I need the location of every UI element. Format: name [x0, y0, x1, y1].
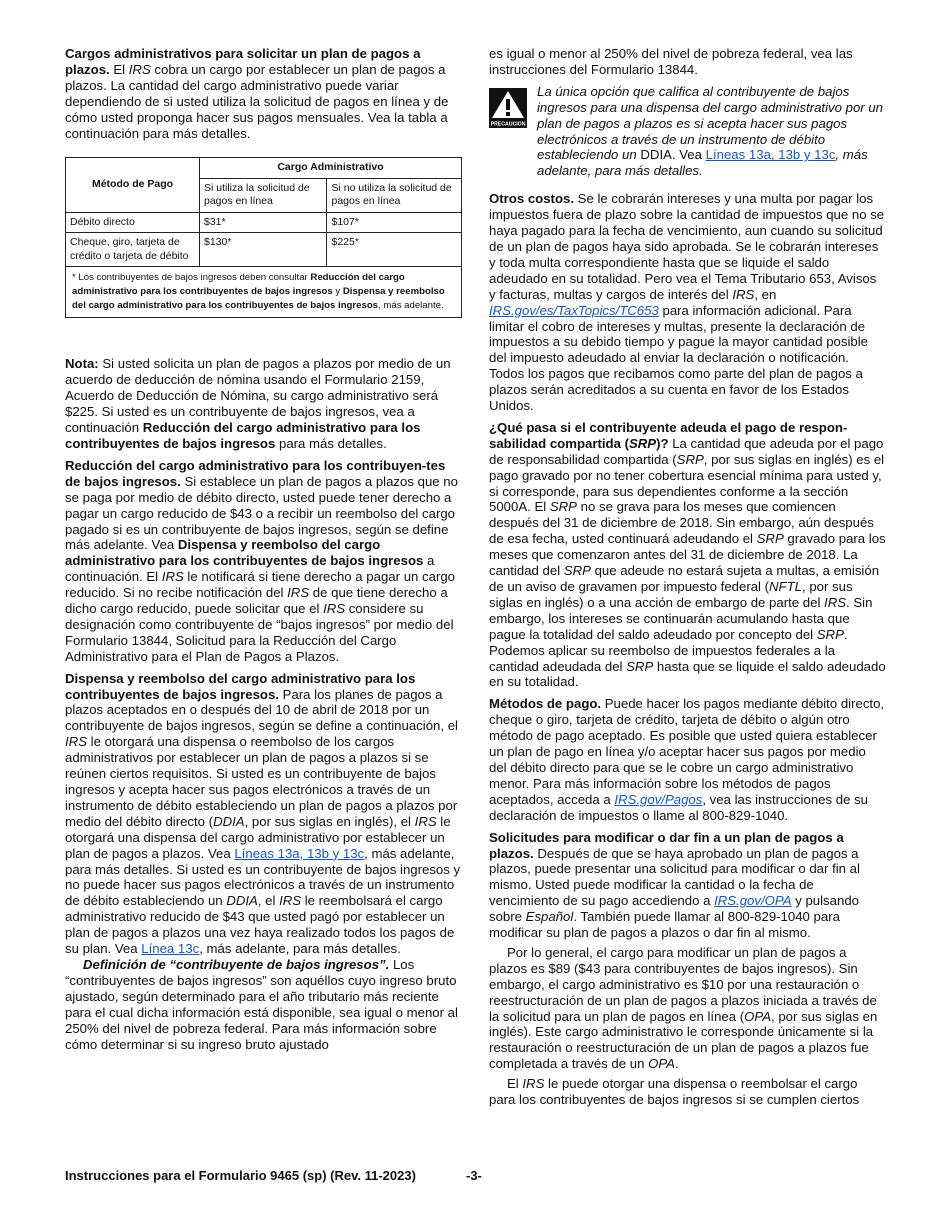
fee-header: Cargo Administrativo [200, 158, 462, 179]
offline-header: Si no utiliza la solicitud de pagos en línea [327, 178, 462, 212]
right-column [489, 46, 886, 1114]
fee-reduction-paragraph: Reducción del cargo administrativo para los contribuyen-tes de bajos ingresos. Si establece un plan de pagos a plazos que no se paga por medio de débito directo, usted puede tener derecho a pagar un cargo reducido de $43 o a recibir un reembolso del cargo pagado si es un contribuyente de bajos ingresos, según se define más adelante. Vea Dispensa y reembolso del cargo administrativo para los contribuyentes de bajos ingresos a continuación. El IRS le notificará si tiene derecho a pagar un cargo reducido. Si no recibe notificación del IRS de que tiene derecho a dicho cargo reducido, puede solicitar que el IRS considere su designación como contribuyente de “bajos ingresos” por medio del Formulario 13844, Solicitud para la Reducción del Cargo Administrativo para el Plan de Pagos a Plazos. [65, 457, 458, 664]
srp-paragraph: ¿Qué pasa si el contribuyente adeuda el pago de respon-sabilidad compartida (SRP)? La cantidad que adeuda por el pago de responsabilidad compartida (SRP, por sus siglas en inglés) es el pago gravado por no tener cobertura esencial mínima para usted y, si corresponde, para sus dependientes conforme a la sección 5000A. El SRP no se grava para los meses que comiencen después del 31 de diciembre de 2018. Sin embargo, aún después de esa fecha, usted continuará adeudando el SRP gravado para los meses que comenzaron antes del 31 de diciembre de 2018. La cantidad del SRP que adeude no estará sujeta a multas, a emisión de un aviso de gravamen por impuesto federal (NFTL, por sus siglas en inglés) o a una acción de embargo de parte del IRS. Sin embargo, los intereses se continuarán acumulando hasta que pague la totalidad del saldo adeudado por concepto del SRP. Podemos aplicar su reembolso de impuestos federales a la cantidad adeudada del SRP hasta que se liquide el saldo adeudado en su totalidad. [489, 419, 886, 690]
definition-paragraph: Definición de “contribuyente de bajos ingresos”. Los “contribuyentes de bajos ingresos” son aquéllos cuyo ingreso bruto ajustado, según determinado para el año tributario más reciente para el cual dicha información está disponible, sea igual o menor al 250% del nivel de pobreza federal. Para más información sobre cómo determinar si su ingreso bruto ajustado [65, 956, 458, 1052]
method-header: Método de Pago [66, 158, 200, 213]
tc653-link[interactable]: IRS.gov/es/TaxTopics/TC653 [489, 302, 659, 318]
footer-title: Instrucciones para el Formulario 9465 (sp) (Rev. 11-2023) [65, 1168, 416, 1183]
note-paragraph: Nota: Si usted solicita un plan de pagos a plazos por medio de un acuerdo de deducción de nómina usando el Formulario 2159, Acuerdo de Deducción de Nómina, su cargo administrativo será $225. Si usted es un contribuyente de bajos ingresos, vea a continuación Reducción del cargo administrativo para los contribuyentes de bajos ingresos para más detalles. [65, 356, 451, 451]
table-footnote: * Los contribuyentes de bajos ingresos deben consultar Reducción del cargo administrativo para los contribuyentes de bajos ingresos y Dispensa y reembolso del cargo administrativo para los contribuyentes de bajos ingresos, más adelante. [66, 267, 462, 318]
page-number: -3- [466, 1168, 482, 1183]
continued-paragraph: es igual o menor al 250% del nivel de pobreza federal, vea las instrucciones del Formulario 13844. [489, 46, 853, 77]
table-row: Cheque, giro, tarjeta de crédito o tarjeta de débito $130* $225* [66, 233, 462, 267]
irs-pagos-link[interactable]: IRS.gov/Pagos [614, 791, 703, 807]
payment-methods-paragraph: Métodos de pago. Puede hacer los pagos mediante débito directo, cheque o giro, tarjeta de crédito, tarjeta de débito o algún otro método de pago aceptado. Es posible que usted quiera establecer un plan de pago en línea y/o aceptar hacer sus pagos por medio del débito directo para que se le cobre un cargo administrativo menor. Para más información sobre los métodos de pagos aceptados, acceda a IRS.gov/Pagos, vea las instrucciones de su declaración de impuestos o llame al 800-829-1040. [489, 696, 885, 823]
modify-requests-paragraph: Solicitudes para modificar o dar fin a un plan de pagos a plazos. Después de que se haya aprobado un plan de pagos a plazos, puede presentar una solicitud para modificar o dar fin al mismo. Usted puede modificar la cantidad o la fecha de vencimiento de su pago accediendo a IRS.gov/OPA y pulsando sobre Español. También puede llamar al 800-829-1040 para modificar su plan de pagos a plazos o dar fin al mismo. [489, 829, 860, 941]
table-row: Débito directo $31* $107* [66, 212, 462, 233]
caution-lines-link[interactable]: Líneas 13a, 13b y 13c [705, 147, 836, 163]
lines-13-link[interactable]: Líneas 13a, 13b y 13c [234, 845, 365, 861]
irs-opa-link[interactable]: IRS.gov/OPA [714, 893, 792, 909]
caution-box [489, 84, 886, 179]
left-column [65, 46, 462, 1058]
caution-text: La única opción que califica al contribuyente de bajos ingresos para una dispensa del cargo administrativo por un plan de pagos a plazos es si acepta hacer sus pagos electrónicos a través de un instrumento de débito estableciendo un DDIA. Vea Líneas 13a, 13b y 13c, más adelante, para más detalles. [537, 83, 884, 179]
general-fee-paragraph: Por lo general, el cargo para modificar un plan de pagos a plazos es $89 ($43 para contribuyentes de bajos ingresos). Sin embargo, el cargo administrativo es $10 por una restauración o reestructuración de un plan de pagos a plazos iniciada a través de la solicitud para un plan de pagos en línea (OPA, por sus siglas en inglés). Este cargo administrativo le corresponde únicamente si la restauración o reestructuración de un plan de pagos a plazos fue completada a través de un OPA. [489, 944, 878, 1072]
fee-table [65, 157, 462, 318]
line-13c-link[interactable]: Línea 13c [141, 941, 200, 957]
admin-fees-paragraph: Cargos administrativos para solicitar un plan de pagos a plazos. El IRS cobra un cargo por establecer un plan de pagos a plazos. La cantidad del cargo administrativo puede variar dependiendo de si usted utiliza la solicitud de pagos en línea y de cómo usted proponga hacer sus pagos mensuales. Vea la tabla a continuación para más detalles. [65, 46, 449, 141]
caution-icon [489, 88, 527, 128]
other-costs-paragraph: Otros costos. Se le cobrarán intereses y una multa por pagar los impuestos fuera de plazo sobre la cantidad de impuestos que no se haya pagado para la fecha de vencimiento, aun cuando su solicitud de un plan de pagos haya sido aprobada. Se le cobrarán intereses y toda multa correspondiente hasta que se liquide el saldo adeudado en su totalidad. Pero vea el Tema Tributario 653, Avisos y facturas, multas y cargos de interés del IRS, en IRS.gov/es/TaxTopics/TC653 para información adicional. Para limitar el cobro de intereses y multas, presente la declaración de impuestos a su debido tiempo y pague la mayor cantidad posible del impuesto adeudado al enviar la declaración o notificación. Todos los pagos que recibamos como parte del plan de pagos a plazos serán acreditados a su cuenta en favor de los Estados Unidos. [489, 191, 885, 414]
caution-label: PRECAUCION [490, 121, 526, 128]
waiver-paragraph: Dispensa y reembolso del cargo administrativo para los contribuyentes de bajos ingresos. Para los planes de pagos a plazos aceptados en o después del 10 de abril de 2018 por un contribuyente de bajos ingresos, según se define a continuación, el IRS le otorgará una dispensa o reembolso de los cargos administrativos por establecer un plan de pagos a plazos si se reúnen ciertos requisitos. Si usted es un contribuyente de bajos ingresos y acepta hacer sus pagos electrónicos a través de un instrumento de débito estableciendo un plan de pagos a plazos por medio del débito directo (DDIA, por sus siglas en inglés), el IRS le otorgará una dispensa del cargo administrativo por establecer un plan de pagos a plazos. Vea Líneas 13a, 13b y 13c, más adelante, para más detalles. Si usted es un contribuyente de bajos ingresos y no puede hacer sus pagos electrónicos a través de un instrumento de débito estableciendo un DDIA, el IRS le reembolsará el cargo administrativo reducido de $43 que usted pagó por establecer un plan de pagos a plazos una vez haya realizado todos los pagos de su plan. Vea Línea 13c, más adelante, para más detalles. [65, 670, 461, 957]
online-header: Si utiliza la solicitud de pagos en línea [200, 178, 327, 212]
final-paragraph: El IRS le puede otorgar una dispensa o reembolsar el cargo para los contribuyentes de bajos ingresos si se cumplen ciertos [489, 1076, 860, 1108]
